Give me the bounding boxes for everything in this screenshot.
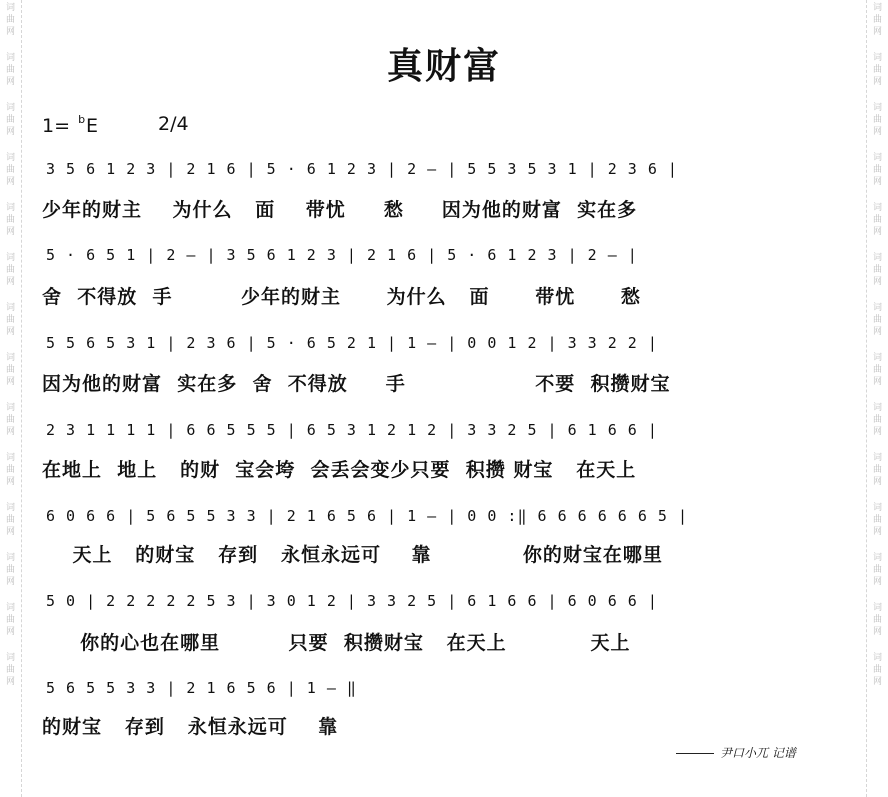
watermark-char: 曲 xyxy=(872,65,882,75)
watermark-char: 词 xyxy=(872,153,882,163)
lyric-line-3: 因为他的财富 实在多 舍 不得放 手 不要 积攒财宝 xyxy=(42,373,671,395)
watermark-char: 词 xyxy=(872,453,882,463)
watermark-block xyxy=(6,602,15,638)
watermark-char: 网 xyxy=(872,427,882,437)
watermark-char: 曲 xyxy=(872,365,882,375)
watermark-char: 曲 xyxy=(872,265,882,275)
watermark-block xyxy=(873,2,882,38)
watermark-block xyxy=(873,552,882,588)
watermark-char: 词 xyxy=(5,3,15,13)
watermark-char: 词 xyxy=(872,503,882,513)
watermark-char: 词 xyxy=(872,203,882,213)
notation-line-1: 3 5 6 1 2 3 | 2 1 6 | 5 · 6 1 2 3 | 2 – | 5 5 3 5 3 1 | 2 3 6 | xyxy=(46,160,678,178)
watermark-char: 网 xyxy=(872,677,882,687)
watermark-char: 网 xyxy=(872,377,882,387)
watermark-char: 曲 xyxy=(872,165,882,175)
key-signature: 1= $^b$E xyxy=(42,113,99,137)
watermark-char: 曲 xyxy=(5,365,15,375)
watermark-char: 曲 xyxy=(872,615,882,625)
song-title: 真财富 xyxy=(386,45,501,87)
lyric-line-5: 天上 的财宝 存到 永恒永远可 靠 你的财宝在哪里 xyxy=(42,544,663,566)
watermark-char: 曲 xyxy=(5,565,15,575)
watermark-char: 词 xyxy=(872,3,882,13)
watermark-block xyxy=(6,652,15,688)
watermark-char: 网 xyxy=(872,477,882,487)
watermark-block xyxy=(873,252,882,288)
watermark-char: 网 xyxy=(5,327,15,337)
watermark-right xyxy=(866,0,888,797)
watermark-block xyxy=(873,202,882,238)
watermark-char: 曲 xyxy=(5,615,15,625)
watermark-block xyxy=(6,202,15,238)
watermark-block xyxy=(6,452,15,488)
watermark-char: 词 xyxy=(5,53,15,63)
notation-line-4: 2 3 1 1 1 1 | 6 6 5 5 5 | 6 5 3 1 2 1 2 | 3 3 2 5 | 6 1 6 6 | xyxy=(46,421,658,439)
watermark-char: 曲 xyxy=(5,465,15,475)
watermark-char: 曲 xyxy=(5,165,15,175)
watermark-char: 网 xyxy=(5,627,15,637)
watermark-char: 曲 xyxy=(872,215,882,225)
notation-line-7: 5 6 5 5 3 3 | 2 1 6 5 6 | 1 – ‖ xyxy=(46,679,357,697)
notation-line-5: 6 0 6 6 | 5 6 5 5 3 3 | 2 1 6 5 6 | 1 – | 0 0 :‖ 6 6 6 6 6 6 5 | xyxy=(46,507,688,525)
notation-line-2: 5 · 6 5 1 | 2 – | 3 5 6 1 2 3 | 2 1 6 | 5 · 6 1 2 3 | 2 – | xyxy=(46,246,638,264)
watermark-block xyxy=(873,102,882,138)
watermark-char: 词 xyxy=(5,603,15,613)
watermark-char: 词 xyxy=(872,403,882,413)
watermark-block xyxy=(6,152,15,188)
lyric-line-1: 少年的财主 为什么 面 带忧 愁 因为他的财富 实在多 xyxy=(42,199,638,221)
watermark-char: 词 xyxy=(872,603,882,613)
transcriber-credit: 尹口小兀 记谱 xyxy=(676,744,796,761)
watermark-char: 曲 xyxy=(5,515,15,525)
watermark-char: 词 xyxy=(872,303,882,313)
watermark-block xyxy=(6,302,15,338)
watermark-char: 词 xyxy=(872,53,882,63)
watermark-block xyxy=(873,152,882,188)
watermark-char: 曲 xyxy=(872,315,882,325)
watermark-char: 网 xyxy=(5,77,15,87)
watermark-char: 词 xyxy=(872,253,882,263)
watermark-char: 曲 xyxy=(872,115,882,125)
watermark-block xyxy=(6,402,15,438)
watermark-block xyxy=(6,2,15,38)
watermark-char: 网 xyxy=(872,177,882,187)
watermark-char: 网 xyxy=(5,427,15,437)
watermark-char: 词 xyxy=(872,353,882,363)
watermark-char: 网 xyxy=(872,277,882,287)
watermark-char: 词 xyxy=(5,253,15,263)
watermark-char: 词 xyxy=(872,653,882,663)
watermark-block xyxy=(873,352,882,388)
watermark-char: 曲 xyxy=(5,315,15,325)
watermark-block xyxy=(6,252,15,288)
watermark-char: 网 xyxy=(5,227,15,237)
watermark-block xyxy=(873,302,882,338)
watermark-char: 词 xyxy=(5,653,15,663)
watermark-char: 曲 xyxy=(872,415,882,425)
watermark-char: 网 xyxy=(872,577,882,587)
watermark-char: 曲 xyxy=(5,665,15,675)
watermark-block xyxy=(873,402,882,438)
watermark-char: 曲 xyxy=(5,15,15,25)
watermark-char: 网 xyxy=(872,627,882,637)
watermark-block xyxy=(6,552,15,588)
watermark-char: 网 xyxy=(5,177,15,187)
lyric-line-7: 的财宝 存到 永恒永远可 靠 xyxy=(42,716,339,738)
credit-dash xyxy=(676,753,714,754)
watermark-char: 网 xyxy=(872,327,882,337)
watermark-char: 词 xyxy=(5,353,15,363)
watermark-char: 词 xyxy=(872,553,882,563)
watermark-char: 词 xyxy=(5,503,15,513)
notation-line-6: 5 0 | 2 2 2 2 2 5 3 | 3 0 1 2 | 3 3 2 5 | 6 1 6 6 | 6 0 6 6 | xyxy=(46,592,658,610)
watermark-char: 网 xyxy=(5,577,15,587)
watermark-char: 词 xyxy=(5,153,15,163)
watermark-char: 网 xyxy=(872,27,882,37)
watermark-left xyxy=(0,0,22,797)
watermark-char: 网 xyxy=(5,277,15,287)
watermark-char: 曲 xyxy=(872,465,882,475)
watermark-char: 网 xyxy=(5,477,15,487)
watermark-block xyxy=(873,452,882,488)
watermark-char: 网 xyxy=(5,127,15,137)
watermark-char: 网 xyxy=(5,527,15,537)
time-signature: 2/4 xyxy=(158,113,189,135)
watermark-char: 词 xyxy=(872,103,882,113)
watermark-char: 词 xyxy=(5,303,15,313)
lyric-line-4: 在地上 地上 的财 宝会垮 会丢会变少只要 积攒 财宝 在天上 xyxy=(42,459,637,481)
watermark-char: 曲 xyxy=(5,215,15,225)
lyric-line-2: 舍 不得放 手 少年的财主 为什么 面 带忧 愁 xyxy=(42,286,641,308)
watermark-block xyxy=(873,652,882,688)
watermark-char: 曲 xyxy=(872,515,882,525)
watermark-block xyxy=(873,502,882,538)
watermark-char: 词 xyxy=(5,553,15,563)
watermark-char: 曲 xyxy=(5,265,15,275)
watermark-char: 网 xyxy=(5,27,15,37)
watermark-char: 网 xyxy=(5,377,15,387)
watermark-block xyxy=(6,102,15,138)
watermark-char: 曲 xyxy=(5,65,15,75)
watermark-block xyxy=(6,352,15,388)
watermark-block xyxy=(873,602,882,638)
watermark-char: 曲 xyxy=(5,115,15,125)
watermark-char: 网 xyxy=(872,527,882,537)
watermark-char: 网 xyxy=(872,227,882,237)
watermark-char: 曲 xyxy=(872,665,882,675)
watermark-char: 词 xyxy=(5,453,15,463)
watermark-char: 网 xyxy=(5,677,15,687)
notation-line-3: 5 5 6 5 3 1 | 2 3 6 | 5 · 6 5 2 1 | 1 – | 0 0 1 2 | 3 3 2 2 | xyxy=(46,334,658,352)
watermark-char: 网 xyxy=(872,77,882,87)
lyric-line-6: 你的心也在哪里 只要 积攒财宝 在天上 天上 xyxy=(42,632,631,654)
watermark-char: 词 xyxy=(5,203,15,213)
watermark-char: 词 xyxy=(5,103,15,113)
watermark-char: 词 xyxy=(5,403,15,413)
watermark-char: 曲 xyxy=(872,565,882,575)
watermark-char: 曲 xyxy=(5,415,15,425)
watermark-block xyxy=(6,502,15,538)
watermark-char: 曲 xyxy=(872,15,882,25)
watermark-char: 网 xyxy=(872,127,882,137)
